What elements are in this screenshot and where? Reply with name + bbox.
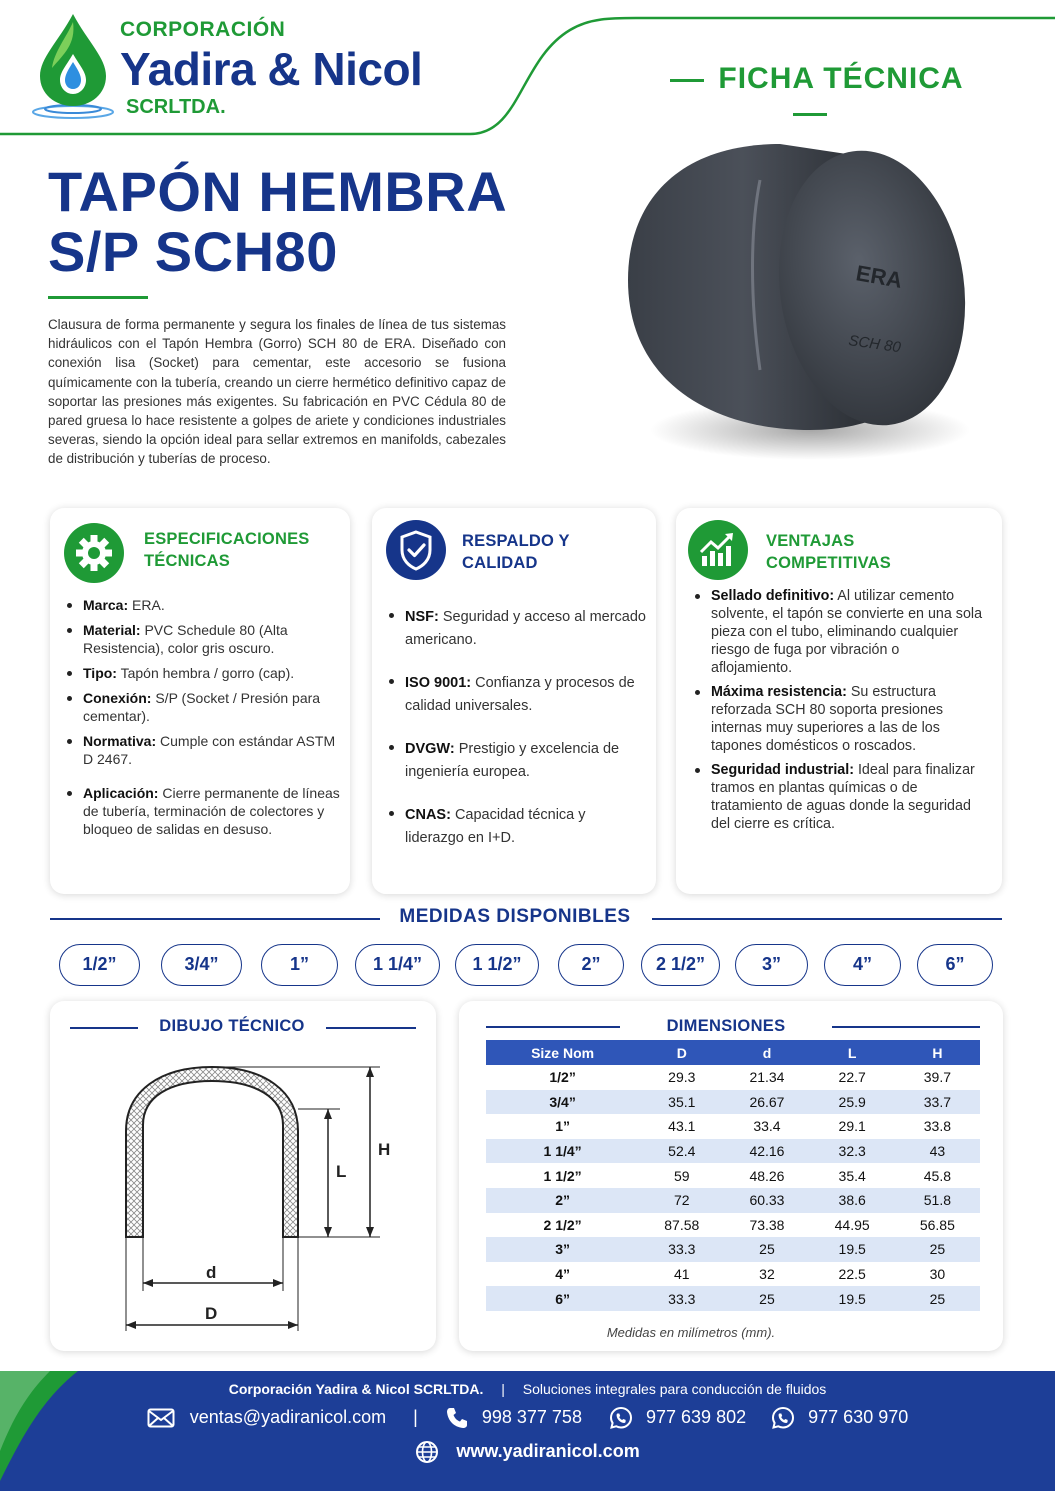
title-underline — [48, 296, 148, 299]
quality-item: ISO 9001: Confianza y procesos de calidad universales. — [388, 672, 646, 718]
value-cell: 59 — [673, 1167, 690, 1184]
dimensions-title: DIMENSIONES — [666, 1017, 786, 1035]
specs-title: ESPECIFICACIONES TÉCNICAS — [144, 530, 310, 570]
value-cell: 44.95 — [834, 1216, 870, 1233]
size-chip[interactable]: 1 1/4” — [355, 944, 440, 986]
table-row — [486, 1114, 980, 1139]
specs-item: Conexión: S/P (Socket / Presión para cementar). — [66, 689, 342, 725]
value-cell: 19.5 — [810, 1286, 895, 1311]
sizes-rule-right — [652, 918, 1002, 920]
value-cell: 30 — [929, 1266, 946, 1283]
value-cell: 33.4 — [753, 1118, 781, 1135]
drawing-rule-right — [326, 1027, 416, 1029]
advantages-title: VENTAJAS COMPETITIVAS — [766, 532, 891, 572]
dimension-l-label: L — [336, 1162, 347, 1181]
product-description: Clausura de forma permanente y segura los finales de línea de tus sistemas hidráulicos con el Tapón Hembra (Gorro) SCH 80 de ERA. Diseñado con conexión lisa (Socket) para cementar, este accesorio se fusiona químicamente con la tubería, creando un cierre hermético definitivo capaz de soportar las presiones más exigentes. Su fabricación en PVC Cédula 80 de pared gruesa lo hace resistente a golpes de ariete y condiciones industriales severas, siendo la opción ideal para sellar extremos en manifolds, cabezales de distribución y tuberías de proceso. — [48, 317, 506, 467]
globe-icon — [415, 1440, 439, 1464]
size-cell: 2” — [486, 1188, 639, 1213]
logo-main-text: Yadira & Nicol — [120, 43, 423, 95]
value-cell: 35.4 — [838, 1167, 866, 1184]
quality-card — [372, 508, 656, 894]
size-chip[interactable]: 3” — [735, 944, 808, 986]
column-header: D — [639, 1040, 724, 1065]
size-chip[interactable]: 6” — [917, 944, 993, 986]
value-cell: 60.33 — [724, 1188, 809, 1213]
table-header-row — [486, 1040, 980, 1065]
sheet-label: FICHA TÉCNICA — [640, 62, 980, 130]
value-cell: 43.1 — [668, 1118, 696, 1135]
advantages-list — [694, 587, 984, 833]
advantages-item: Seguridad industrial: Ideal para finalizar tramos en plantas químicas o de tratamiento de aguas donde la seguridad del cierre es crítica. — [694, 761, 984, 833]
advantages-item: Sellado definitivo: Al utilizar cemento solvente, el tapón se convierte en una sola pieza con el tubo, eliminando cualquier riesgo de fuga por vibración o aflojamiento. — [694, 587, 984, 677]
specs-item: Normativa: Cumple con estándar ASTM D 2467. — [66, 732, 342, 768]
size-cell: 3/4” — [486, 1090, 639, 1115]
value-cell: 26.67 — [724, 1090, 809, 1115]
dimension-d-big-label: D — [205, 1304, 218, 1323]
specs-item: Aplicación: Cierre permanente de líneas de tubería, terminación de colectores y bloqueo de salidas en desuso. — [66, 784, 342, 838]
column-header: d — [724, 1040, 809, 1065]
quality-item: DVGW: Prestigio y excelencia de ingeniería europea. — [388, 738, 646, 784]
value-cell: 38.6 — [810, 1188, 895, 1213]
product-sch-mark: SCH 80 — [847, 332, 902, 357]
specs-item: Marca: ERA. — [66, 596, 342, 614]
size-chip[interactable]: 4” — [824, 944, 901, 986]
size-cell: 1 1/2” — [543, 1167, 582, 1184]
shield-check-icon — [386, 520, 446, 580]
table-row — [486, 1139, 980, 1164]
dimensions-rule-left — [486, 1026, 620, 1028]
whatsapp-icon — [609, 1406, 633, 1430]
value-cell: 22.5 — [838, 1266, 866, 1283]
product-brand-mark: ERA — [854, 260, 905, 293]
value-cell: 25 — [724, 1237, 809, 1262]
value-cell: 51.8 — [895, 1188, 980, 1213]
size-cell: 1 1/4” — [486, 1139, 639, 1164]
sizes-title: MEDIDAS DISPONIBLES — [399, 906, 631, 927]
value-cell: 29.1 — [838, 1118, 866, 1135]
product-image — [610, 140, 980, 470]
specs-list — [66, 596, 342, 838]
size-chip[interactable]: 1 1/2” — [455, 944, 539, 986]
quality-title: RESPALDO Y CALIDAD — [462, 532, 570, 572]
value-cell: 56.85 — [919, 1216, 955, 1233]
column-header: H — [895, 1040, 980, 1065]
value-cell: 25 — [895, 1286, 980, 1311]
size-cell: 4” — [555, 1266, 570, 1283]
table-row — [486, 1090, 980, 1115]
dimension-d-small-label: d — [206, 1263, 217, 1282]
phone-icon — [445, 1406, 469, 1430]
dimensions-rule-right — [832, 1026, 980, 1028]
advantages-card — [676, 508, 1002, 894]
gear-icon — [64, 523, 124, 583]
value-cell: 87.58 — [664, 1216, 700, 1233]
drawing-title: DIBUJO TÉCNICO — [159, 1017, 305, 1035]
value-cell: 43 — [895, 1139, 980, 1164]
value-cell: 25 — [895, 1237, 980, 1262]
quality-item: CNAS: Capacidad técnica y liderazgo en I+D. — [388, 804, 646, 850]
specs-item: Material: PVC Schedule 80 (Alta Resistencia), color gris oscuro. — [66, 621, 342, 657]
logo-top-text: CORPORACIÓN — [120, 18, 286, 41]
size-cell: 1/2” — [549, 1069, 576, 1086]
dimension-h-label: H — [378, 1140, 391, 1159]
logo-sub-text: SCRLTDA. — [126, 96, 226, 118]
footer-email[interactable]: ventas@yadiranicol.com — [189, 1406, 387, 1427]
value-cell: 42.16 — [724, 1139, 809, 1164]
size-cell: 6” — [486, 1286, 639, 1311]
size-chip[interactable]: 3/4” — [161, 944, 242, 986]
quality-item: NSF: Seguridad y acceso al mercado americano. — [388, 606, 646, 652]
footer-tagline: Soluciones integrales para conducción de fluidos — [522, 1381, 827, 1397]
value-cell: 52.4 — [639, 1139, 724, 1164]
value-cell: 25.9 — [810, 1090, 895, 1115]
technical-drawing — [50, 1051, 436, 1341]
product-title-line1: TAPÓN HEMBRA — [48, 160, 508, 223]
footer-whatsapp-1[interactable]: 977 639 802 — [646, 1406, 747, 1427]
footer-whatsapp-2[interactable]: 977 630 970 — [808, 1406, 909, 1427]
value-cell: 32 — [759, 1266, 775, 1283]
value-cell: 33.7 — [895, 1090, 980, 1115]
footer-separator: | — [501, 1381, 505, 1397]
value-cell: 73.38 — [749, 1216, 785, 1233]
size-chip[interactable]: 2” — [558, 944, 624, 986]
table-row — [486, 1262, 980, 1287]
drawing-card — [50, 1001, 436, 1351]
table-row — [486, 1188, 980, 1213]
specs-item: Tipo: Tapón hembra / gorro (cap). — [66, 664, 342, 682]
growth-chart-icon — [688, 520, 748, 580]
value-cell: 29.3 — [668, 1069, 696, 1086]
drawing-rule-left — [70, 1027, 138, 1029]
value-cell: 45.8 — [923, 1167, 951, 1184]
value-cell: 25 — [724, 1286, 809, 1311]
footer-website-line — [0, 1440, 1055, 1464]
footer-company: Corporación Yadira & Nicol SCRLTDA. — [228, 1381, 484, 1397]
email-icon — [147, 1408, 175, 1428]
size-chip[interactable]: 1/2” — [59, 944, 140, 986]
value-cell: 41 — [673, 1266, 690, 1283]
table-row — [486, 1237, 980, 1262]
footer-phone[interactable]: 998 377 758 — [481, 1406, 582, 1427]
value-cell: 48.26 — [749, 1167, 785, 1184]
value-cell: 32.3 — [810, 1139, 895, 1164]
value-cell: 35.1 — [639, 1090, 724, 1115]
size-chip[interactable]: 2 1/2” — [641, 944, 720, 986]
size-cell: 2 1/2” — [543, 1216, 582, 1233]
specs-card — [50, 508, 350, 894]
product-title — [48, 162, 507, 282]
size-cell: 3” — [486, 1237, 639, 1262]
units-note: Medidas en milímetros (mm). — [606, 1325, 776, 1340]
table-row — [486, 1163, 980, 1188]
product-title-line2: S/P SCH80 — [48, 220, 338, 283]
footer-company-line — [0, 1381, 1055, 1397]
column-header: L — [810, 1040, 895, 1065]
dimensions-table — [486, 1040, 980, 1311]
table-row — [486, 1065, 980, 1090]
quality-list — [388, 606, 646, 850]
value-cell: 33.3 — [639, 1237, 724, 1262]
value-cell: 33.3 — [639, 1286, 724, 1311]
value-cell: 33.8 — [923, 1118, 951, 1135]
size-cell: 1” — [555, 1118, 570, 1135]
footer-website[interactable]: www.yadiranicol.com — [456, 1440, 640, 1461]
size-chip[interactable]: 1” — [261, 944, 338, 986]
column-header: Size Nom — [486, 1040, 639, 1065]
value-cell: 21.34 — [749, 1069, 785, 1086]
footer-separator: | — [413, 1406, 418, 1427]
footer-contacts — [0, 1406, 1055, 1430]
table-row — [486, 1213, 980, 1238]
water-drop-logo-icon — [28, 12, 118, 122]
value-cell: 72 — [639, 1188, 724, 1213]
sizes-rule-left — [50, 918, 380, 920]
table-row — [486, 1286, 980, 1311]
advantages-item: Máxima resistencia: Su estructura reforzada SCH 80 soporta presiones internas muy superiores a las de los tapones domésticos o roscados. — [694, 683, 984, 755]
value-cell: 22.7 — [838, 1069, 866, 1086]
whatsapp-icon — [771, 1406, 795, 1430]
value-cell: 19.5 — [810, 1237, 895, 1262]
value-cell: 39.7 — [923, 1069, 951, 1086]
